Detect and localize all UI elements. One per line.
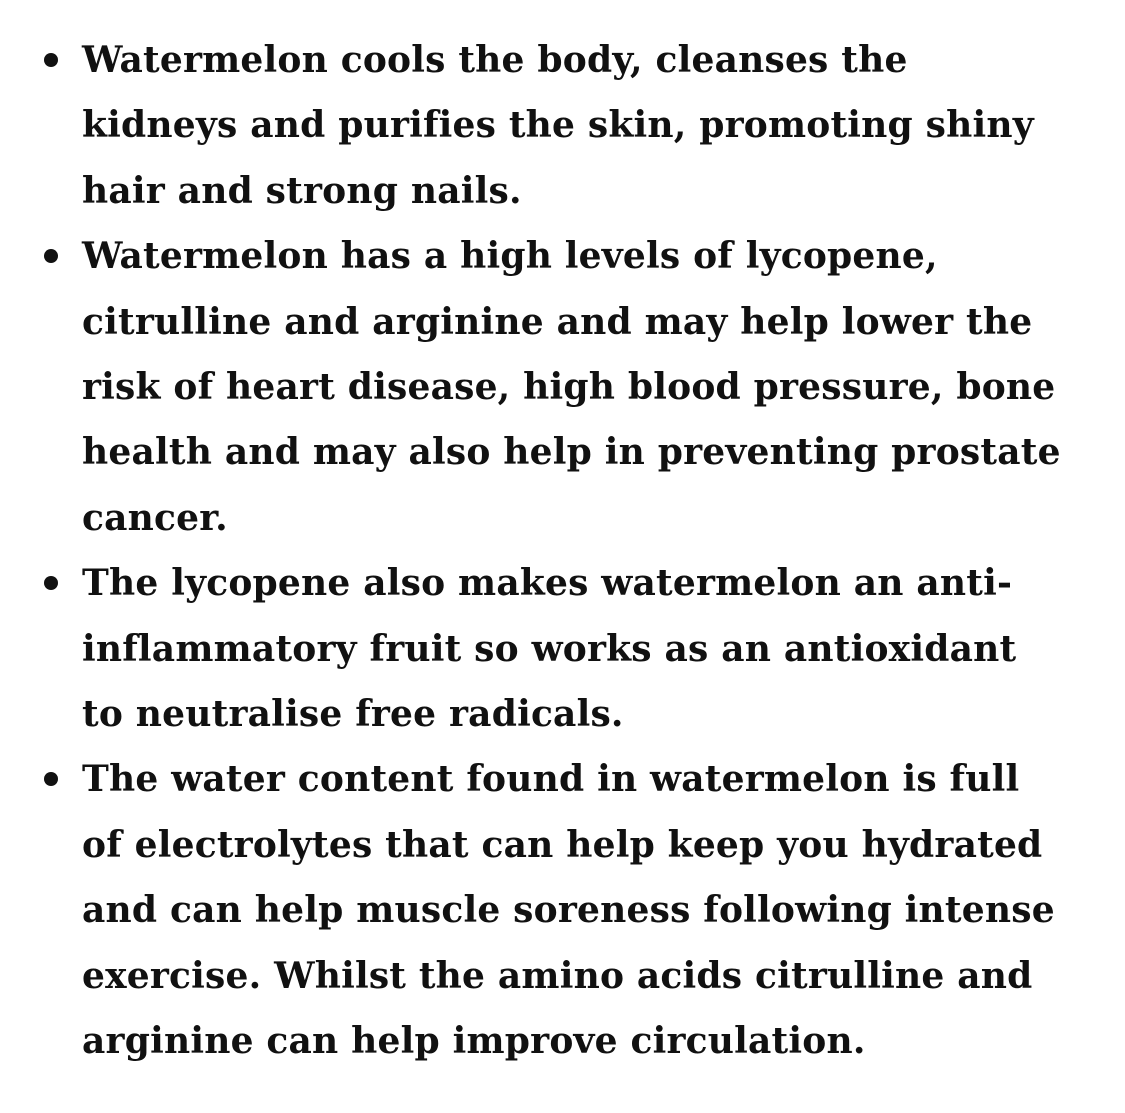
benefits-bullet-list <box>0 28 1125 1075</box>
bullet-item <box>0 224 1125 551</box>
bullet-text-line: The water content found in watermelon is full <box>82 758 1020 801</box>
bullet-text-line: to neutralise free radicals. <box>82 693 624 736</box>
bullet-dot-icon <box>44 53 58 67</box>
bullet-item <box>0 551 1125 747</box>
bullet-item <box>0 28 1125 224</box>
bullet-text-line: risk of heart disease, high blood pressure, bone <box>82 366 1056 409</box>
bullet-text-line: cancer. <box>82 496 228 539</box>
bullet-dot-icon <box>44 576 58 590</box>
bullet-text-line: Watermelon has a high levels of lycopene, <box>82 235 938 278</box>
bullet-item <box>0 747 1125 1074</box>
bullet-text-line: Watermelon cools the body, cleanses the <box>82 39 908 81</box>
bullet-text-line: and can help muscle soreness following intense <box>82 889 1055 932</box>
bullet-text-line: kidneys and purifies the skin, promoting shiny <box>82 104 1034 147</box>
bullet-text-line: inflammatory fruit so works as an antioxidant <box>82 627 1017 670</box>
bullet-text-line: citrulline and arginine and may help lower the <box>82 300 1033 343</box>
document-body <box>0 28 1125 1075</box>
bullet-text-line: hair and strong nails. <box>82 169 522 212</box>
bullet-dot-icon <box>44 772 58 786</box>
bullet-dot-icon <box>44 249 58 263</box>
bullet-text-line: of electrolytes that can help keep you hydrated <box>82 823 1043 866</box>
bullet-text-line: arginine can help improve circulation. <box>82 1020 866 1063</box>
bullet-text-line: health and may also help in preventing prostate <box>82 431 1061 474</box>
bullet-text-line: exercise. Whilst the amino acids citrulline and <box>82 954 1033 997</box>
bullet-text-line: The lycopene also makes watermelon an anti- <box>82 562 1013 605</box>
